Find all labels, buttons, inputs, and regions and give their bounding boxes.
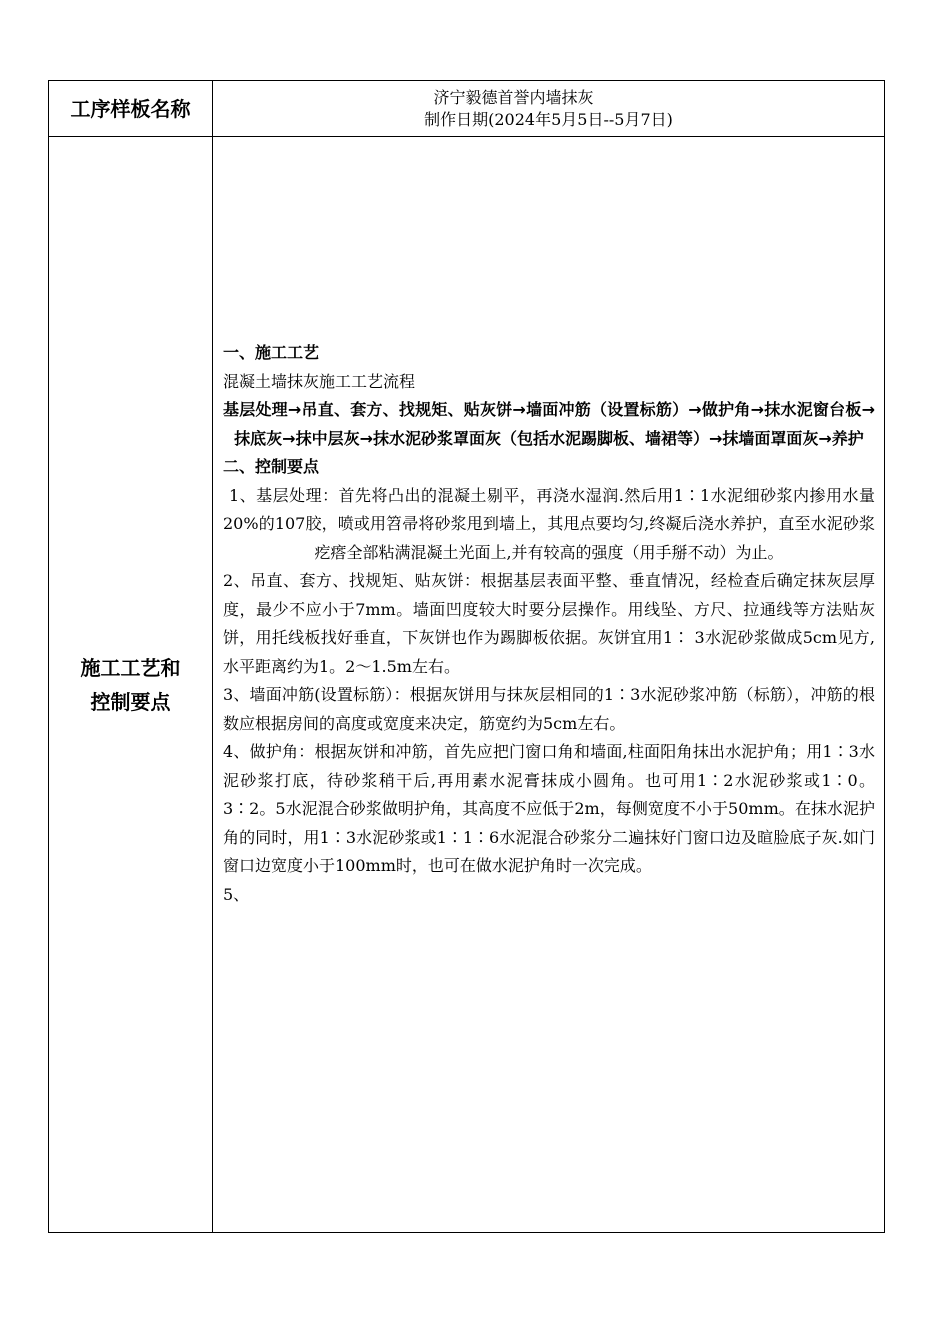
process-control-label-line2: 控制要点 [90,689,171,714]
header-row [49,81,885,137]
process-control-label [49,137,213,1233]
process-sample-name-label: 工序样板名称 [49,81,213,137]
control-point-2: 2、吊直、套方、找规矩、贴灰饼：根据基层表面平整、垂直情况，经检查后确定抹灰层厚度，最少不应小于7mm。墙面凹度较大时要分层操作。用线坠、方尺、拉通线等方法贴灰饼，用托线板找好垂直，下灰饼也作为踢脚板依据。灰饼宜用1∶ 3水泥砂浆做成5cm见方,水平距离约为1。2～1.5m左右。 [223,571,875,676]
process-flow-title: 混凝土墙抹灰施工工艺流程 [223,371,416,391]
process-sample-table [48,80,885,1233]
project-title: 济宁毅德首誉内墙抹灰 [433,87,594,107]
production-date: 制作日期(2024年5月5日--5月7日) [424,109,673,129]
control-point-4: 4、做护角：根据灰饼和冲筋，首先应把门窗口角和墙面,柱面阳角抹出水泥护角；用1∶3水泥砂浆打底，待砂浆稍干后,再用素水泥膏抹成小圆角。也可用1∶2水泥砂浆或1∶0。3∶2。5水泥混合砂浆做明护角，其高度不应低于2m，每侧宽度不小于50mm。在抹水泥护角的同时，用1∶3水泥砂浆或1∶1∶6水泥混合砂浆分二遍抹好门窗口边及暄脸底子灰.如门窗口边宽度小于100mm时，也可在做水泥护角时一次完成。 [223,742,875,875]
process-content [213,137,884,909]
process-control-label-line1: 施工工艺和 [80,655,181,680]
section-heading-control: 二、控制要点 [223,457,320,476]
header-content-cell [213,81,885,137]
control-point-3: 3、墙面冲筋(设置标筋）：根据灰饼用与抹灰层相同的1∶3水泥砂浆冲筋（标筋），冲筋的根数应根据房间的高度或宽度来决定，筋宽约为5cm左右。 [223,685,875,733]
control-point-1: 1、基层处理：首先将凸出的混凝土剔平，再浇水湿润.然后用1∶1水泥细砂浆内掺用水量20%的107胶，喷或用笤帚将砂浆甩到墙上，其甩点要均匀,终凝后浇水养护，直至水泥砂浆疙瘩全部粘满混凝土光面上,并有较高的强度（用手掰不动）为止。 [223,485,875,562]
process-flow-steps: 基层处理→吊直、套方、找规矩、贴灰饼→墙面冲筋（设置标筋）→做护角→抹水泥窗台板→抹底灰→抹中层灰→抹水泥砂浆罩面灰（包括水泥踢脚板、墙裙等）→抹墙面罩面灰→养护 [223,400,875,448]
process-content-cell [213,137,885,1233]
content-row [49,137,885,1233]
control-point-5: 5、 [223,884,250,904]
section-heading-process: 一、施工工艺 [223,343,320,362]
